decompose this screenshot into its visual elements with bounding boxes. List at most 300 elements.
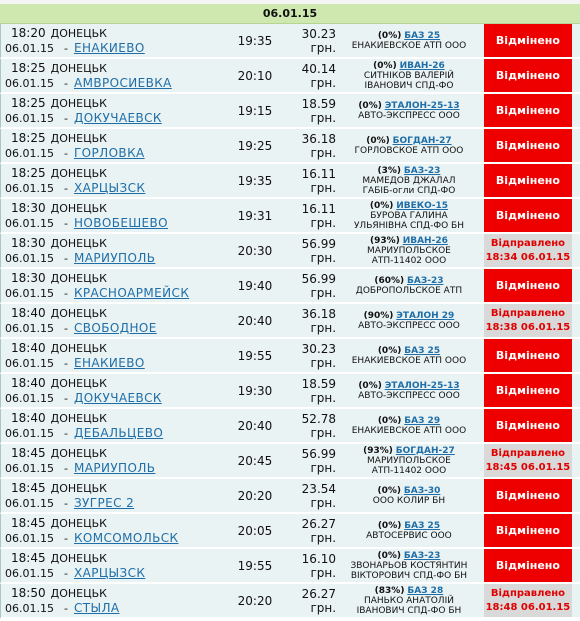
origin-city: ДОНЕЦЬК [50,306,107,320]
status-cell [476,479,580,514]
operator-line-2: АТП-11402 ООО [371,255,447,266]
price-cell [280,514,342,549]
status-cell [476,304,580,339]
carrier-cell [342,339,476,374]
price-cell [280,549,342,584]
route-cell [0,479,229,514]
trip-date: 06.01.15 [5,181,54,195]
origin-city: ДОНЕЦЬК [50,96,107,110]
carrier-cell [342,549,476,584]
status-badge [484,444,572,477]
origin-city: ДОНЕЦЬК [50,271,107,285]
route-dash: - [63,601,68,615]
trip-row [0,339,580,374]
price-currency: грн. [310,600,337,615]
operator-line-1: АВТОСЕРВИС ООО [366,530,452,541]
price-value: 18.59 [301,96,337,111]
occupancy-percent: (0%) [377,485,402,496]
status-label: Відправлено [490,588,566,599]
destination-link[interactable]: ЗУГРЕС 2 [73,495,135,510]
price-currency: грн. [310,425,337,440]
departure-time: 18:40 [11,305,46,320]
occupancy-percent: (90%) [363,310,394,321]
destination-link[interactable]: ЕНАКИЕВО [73,40,145,55]
arrival-time: 20:40 [229,304,280,339]
operator-line-1: БУРОВА ГАЛИНА [370,210,448,221]
route-dash: - [63,531,68,545]
bus-model-link[interactable]: ЭТАЛОН-25-13 [384,100,460,111]
price-value: 56.99 [301,236,337,251]
departure-time: 18:25 [11,130,46,145]
departures-table [0,24,580,619]
departure-time: 18:40 [11,375,46,390]
carrier-cell [342,129,476,164]
trip-date: 06.01.15 [5,146,54,160]
price-cell [280,24,342,59]
route-cell [0,584,229,619]
route-dash: - [63,181,68,195]
status-label: Відмінено [495,384,560,397]
destination-link[interactable]: ХАРЦЫЗСК [73,565,146,580]
route-cell [0,269,229,304]
price-currency: грн. [310,180,337,195]
origin-city: ДОНЕЦЬК [50,26,107,40]
status-badge [484,129,572,162]
price-value: 26.27 [301,516,337,531]
status-cell [476,444,580,479]
bus-model-link[interactable]: ИВАН-26 [399,60,445,71]
price-value: 56.99 [301,446,337,461]
status-time: 18:48 06.01.15 [485,602,571,613]
operator-line-2: УЛЬЯНІВНА СПД-ФО БН [353,220,464,231]
status-badge [484,514,572,547]
carrier-cell [342,94,476,129]
status-badge [484,584,572,617]
bus-model-link[interactable]: БАЗ-23 [403,550,441,561]
arrival-time: 19:35 [229,24,280,59]
occupancy-percent: (0%) [377,415,402,426]
status-cell [476,409,580,444]
destination-link[interactable]: ЕНАКИЕВО [73,355,145,370]
route-cell [0,94,229,129]
route-cell [0,549,229,584]
price-cell [280,304,342,339]
destination-link[interactable]: ДОКУЧАЕВСК [73,390,162,405]
price-cell [280,409,342,444]
arrival-time: 20:20 [229,479,280,514]
origin-city: ДОНЕЦЬК [50,446,107,460]
destination-link[interactable]: КРАСНОАРМЕЙСК [73,285,190,300]
route-cell [0,24,229,59]
price-currency: грн. [310,390,337,405]
trip-date: 06.01.15 [5,321,54,335]
route-cell [0,444,229,479]
trip-date: 06.01.15 [5,566,54,580]
trip-date: 06.01.15 [5,356,54,370]
status-badge [484,234,572,267]
trip-row [0,374,580,409]
occupancy-percent: (0%) [358,380,382,391]
price-currency: грн. [310,565,337,580]
origin-city: ДОНЕЦЬК [50,201,107,215]
status-label: Відмінено [495,349,560,362]
price-cell [280,584,342,619]
destination-link[interactable]: МАРИУПОЛЬ [73,250,156,265]
bus-model-link[interactable]: БОГДАН-27 [395,445,455,456]
price-cell [280,374,342,409]
bus-model-link[interactable]: БАЗ 28 [407,585,444,596]
operator-line-1: ДОБРОПОЛЬСКОЕ АТП [355,285,463,296]
destination-link[interactable]: СВОБОДНОЕ [73,320,157,335]
status-cell [476,339,580,374]
status-label: Відмінено [495,559,560,572]
departure-time: 18:25 [11,60,46,75]
arrival-time: 20:40 [229,409,280,444]
operator-line-2: ГАБІБ-огли СПД-ФО [362,185,456,196]
bus-model-link[interactable]: БАЗ 29 [404,415,441,426]
origin-city: ДОНЕЦЬК [50,516,107,530]
route-dash: - [63,426,68,440]
status-badge [484,339,572,372]
price-currency: грн. [310,250,337,265]
trip-row [0,549,580,584]
origin-city: ДОНЕЦЬК [50,166,107,180]
carrier-cell [342,584,476,619]
route-dash: - [63,356,68,370]
trip-date: 06.01.15 [5,111,54,125]
operator-line-1: МАМЕДОВ ДЖАЛАЛ [362,175,456,186]
status-badge [484,479,572,512]
route-cell [0,59,229,94]
trip-date: 06.01.15 [5,41,54,55]
destination-link[interactable]: МАРИУПОЛЬ [73,460,156,475]
occupancy-percent: (0%) [377,550,402,561]
status-cell [476,584,580,619]
route-cell [0,234,229,269]
trip-date: 06.01.15 [5,76,54,90]
route-dash: - [63,146,68,160]
origin-city: ДОНЕЦЬК [50,411,107,425]
price-cell [280,444,342,479]
origin-city: ДОНЕЦЬК [50,551,107,565]
status-cell [476,129,580,164]
operator-line-2: ІВАНОВИЧ СПД-ФО [364,80,454,91]
occupancy-percent: (93%) [363,445,393,456]
price-value: 36.18 [301,306,337,321]
status-label: Відмінено [495,69,560,82]
route-dash: - [63,251,68,265]
trip-row [0,409,580,444]
destination-link[interactable]: ГОРЛОВКА [73,145,145,160]
status-label: Відправлено [490,308,566,319]
route-cell [0,199,229,234]
occupancy-percent: (83%) [374,585,405,596]
price-currency: грн. [310,285,337,300]
operator-line-1: АВТО-ЭКСПРЕСС ООО [358,110,460,121]
destination-link[interactable]: ДЕБАЛЬЦЕВО [73,425,164,440]
occupancy-percent: (93%) [370,235,400,246]
operator-line-1: АВТО-ЭКСПРЕСС ООО [358,320,460,331]
trip-date: 06.01.15 [5,286,54,300]
arrival-time: 19:25 [229,129,280,164]
status-label: Відмінено [495,139,560,152]
price-value: 30.23 [301,26,337,41]
trip-row [0,199,580,234]
status-badge [484,409,572,442]
bus-model-link[interactable]: ИВЕКО-15 [396,200,449,211]
trip-date: 06.01.15 [5,216,54,230]
price-cell [280,479,342,514]
origin-city: ДОНЕЦЬК [50,376,107,390]
route-dash: - [63,566,68,580]
operator-line-1: ПАНЬКО АНАТОЛІЙ [363,595,454,606]
status-label: Відправлено [490,238,566,249]
departures-table-body [0,24,580,619]
route-cell [0,164,229,199]
destination-link[interactable]: КОМСОМОЛЬСК [73,530,179,545]
arrival-time: 19:15 [229,94,280,129]
operator-line-1: ГОРЛОВСКОЕ АТП ООО [354,145,464,156]
status-cell [476,374,580,409]
operator-line-1: МАРИУПОЛЬСКОЕ [367,455,451,466]
status-label: Відмінено [495,34,560,47]
bus-model-link[interactable]: ЭТАЛОН-25-13 [384,380,460,391]
departure-time: 18:40 [11,410,46,425]
status-badge [484,24,572,57]
trip-date: 06.01.15 [5,426,54,440]
operator-line-2: ІВАНОВИЧ СПД-ФО БН [356,605,462,616]
destination-link[interactable]: ХАРЦЫЗСК [73,180,146,195]
departure-time: 18:30 [11,235,46,250]
arrival-time: 20:30 [229,234,280,269]
status-cell [476,514,580,549]
status-cell [476,234,580,269]
occupancy-percent: (0%) [377,520,402,531]
status-label: Відмінено [495,489,560,502]
status-time: 18:38 06.01.15 [485,322,571,333]
price-cell [280,339,342,374]
price-value: 30.23 [301,341,337,356]
route-cell [0,129,229,164]
status-badge [484,199,572,232]
arrival-time: 19:40 [229,269,280,304]
status-badge [484,374,572,407]
price-cell [280,269,342,304]
price-currency: грн. [310,320,337,335]
route-dash: - [63,216,68,230]
status-label: Відмінено [495,279,560,292]
route-cell [0,409,229,444]
bus-model-link[interactable]: БАЗ 25 [404,30,441,41]
operator-line-1: АВТО-ЭКСПРЕСС ООО [358,390,460,401]
trip-date: 06.01.15 [5,251,54,265]
occupancy-percent: (0%) [366,135,390,146]
status-badge [484,269,572,302]
status-cell [476,164,580,199]
status-cell [476,549,580,584]
carrier-cell [342,199,476,234]
operator-line-2: АТП-11402 ООО [371,465,447,476]
origin-city: ДОНЕЦЬК [50,61,107,75]
status-time: 18:34 06.01.15 [485,252,571,263]
route-dash: - [63,321,68,335]
departure-time: 18:20 [11,25,46,40]
status-label: Відмінено [495,419,560,432]
occupancy-percent: (0%) [373,60,397,71]
status-cell [476,59,580,94]
trip-date: 06.01.15 [5,531,54,545]
status-label: Відмінено [495,209,560,222]
occupancy-percent: (3%) [377,165,402,176]
price-cell [280,199,342,234]
route-dash: - [63,391,68,405]
price-value: 16.10 [301,551,337,566]
status-cell [476,269,580,304]
trip-row [0,234,580,269]
price-value: 26.27 [301,586,337,601]
occupancy-percent: (0%) [377,30,402,41]
origin-city: ДОНЕЦЬК [50,481,107,495]
status-badge [484,59,572,92]
carrier-cell [342,304,476,339]
price-cell [280,164,342,199]
operator-line-2: ВІКТОРОВИЧ СПД-ФО БН [350,570,468,581]
bus-model-link[interactable]: БАЗ 25 [404,520,441,531]
bus-model-link[interactable]: БАЗ-23 [403,165,441,176]
status-cell [476,24,580,59]
departure-time: 18:40 [11,340,46,355]
origin-city: ДОНЕЦЬК [50,586,107,600]
departure-time: 18:50 [11,585,46,600]
arrival-time: 19:35 [229,164,280,199]
operator-line-1: СИТНІКОВ ВАЛЕРІЙ [363,70,454,81]
trip-row [0,129,580,164]
carrier-cell [342,444,476,479]
trip-row [0,304,580,339]
bus-model-link[interactable]: ЭТАЛОН 29 [396,310,455,321]
carrier-cell [342,269,476,304]
status-label: Відправлено [490,448,566,459]
price-currency: грн. [310,530,337,545]
price-currency: грн. [310,460,337,475]
departure-time: 18:30 [11,200,46,215]
bus-model-link[interactable]: БАЗ 25 [404,345,441,356]
route-cell [0,304,229,339]
arrival-time: 19:31 [229,199,280,234]
status-label: Відмінено [495,524,560,537]
status-time: 18:45 06.01.15 [485,462,571,473]
price-value: 52.78 [301,411,337,426]
operator-line-1: ЕНАКИЕВСКОЕ АТП ООО [351,40,467,51]
route-cell [0,374,229,409]
price-cell [280,59,342,94]
destination-link[interactable]: АМВРОСИЕВКА [73,75,172,90]
price-currency: грн. [310,110,337,125]
status-badge [484,549,572,582]
price-value: 18.59 [301,376,337,391]
trip-date: 06.01.15 [5,601,54,615]
route-dash: - [63,496,68,510]
carrier-cell [342,59,476,94]
trip-row [0,164,580,199]
route-cell [0,514,229,549]
departure-time: 18:45 [11,480,46,495]
occupancy-percent: (0%) [369,200,394,211]
departure-time: 18:30 [11,270,46,285]
carrier-cell [342,24,476,59]
arrival-time: 19:55 [229,339,280,374]
route-dash: - [63,76,68,90]
price-value: 56.99 [301,271,337,286]
carrier-cell [342,479,476,514]
price-currency: грн. [310,215,337,230]
price-value: 23.54 [301,481,337,496]
date-header: 06.01.15 [0,4,580,24]
trip-row [0,514,580,549]
occupancy-percent: (0%) [377,345,402,356]
arrival-time: 19:30 [229,374,280,409]
price-currency: грн. [310,40,337,55]
bus-model-link[interactable]: БОГДАН-27 [392,135,452,146]
operator-line-1: ЗВОНАРЬОВ КОСТЯНТИН [350,560,468,571]
departure-time: 18:45 [11,550,46,565]
price-currency: грн. [310,145,337,160]
price-value: 40.14 [301,61,337,76]
trip-date: 06.01.15 [5,496,54,510]
arrival-time: 20:20 [229,584,280,619]
route-dash: - [63,461,68,475]
operator-line-1: МАРИУПОЛЬСКОЕ [367,245,451,256]
bus-model-link[interactable]: БАЗ-30 [403,485,441,496]
price-cell [280,129,342,164]
destination-link[interactable]: ДОКУЧАЕВСК [73,110,162,125]
origin-city: ДОНЕЦЬК [50,236,107,250]
destination-link[interactable]: НОВОБЕШЕВО [73,215,169,230]
departure-time: 18:25 [11,165,46,180]
occupancy-percent: (60%) [374,275,405,286]
status-cell [476,199,580,234]
carrier-cell [342,234,476,269]
price-currency: грн. [310,75,337,90]
arrival-time: 20:10 [229,59,280,94]
bus-model-link[interactable]: БАЗ-23 [407,275,444,286]
trip-row [0,94,580,129]
destination-link[interactable]: СТЫЛА [73,600,120,615]
operator-line-1: ООО КОЛИР БН [372,495,446,506]
carrier-cell [342,374,476,409]
trip-row [0,59,580,94]
trip-row [0,479,580,514]
status-badge [484,164,572,197]
trip-date: 06.01.15 [5,391,54,405]
price-currency: грн. [310,495,337,510]
trip-row [0,24,580,59]
price-cell [280,94,342,129]
status-badge [484,304,572,337]
departure-time: 18:25 [11,95,46,110]
status-cell [476,94,580,129]
price-value: 16.11 [301,166,337,181]
occupancy-percent: (0%) [358,100,382,111]
bus-model-link[interactable]: ИВАН-26 [402,235,448,246]
arrival-time: 19:55 [229,549,280,584]
operator-line-1: ЕНАКИЕВСКОЕ АТП ООО [351,425,467,436]
trip-row [0,444,580,479]
origin-city: ДОНЕЦЬК [50,131,107,145]
route-dash: - [63,41,68,55]
arrival-time: 20:45 [229,444,280,479]
status-label: Відмінено [495,104,560,117]
